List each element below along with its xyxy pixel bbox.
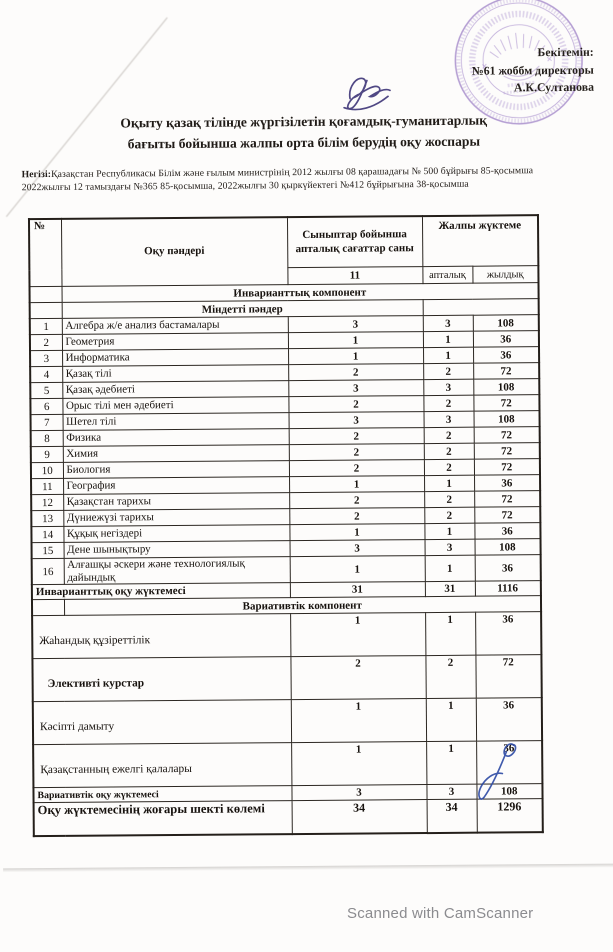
weekly-total-cell: 1 (426, 741, 476, 784)
row-number-cell: 10 (31, 462, 63, 478)
weekly-total-cell: 3 (423, 315, 473, 331)
subject-name-cell: Қазақстан тарихы (63, 493, 289, 511)
weekly-total-cell: 34 (427, 799, 477, 833)
yearly-total-cell: 72 (473, 363, 539, 380)
yearly-total-cell: 36 (474, 475, 540, 492)
basis-prefix: Негізі: (21, 168, 52, 181)
header-subject: Оқу пәндері (61, 217, 288, 286)
yearly-total-cell: 72 (473, 395, 539, 412)
subject-name-cell: Геометрия (62, 333, 288, 351)
weekly-total-cell: 3 (424, 411, 474, 427)
weekly-total-cell: 2 (423, 363, 473, 379)
basis-line1: Қазақстан Республикасы Білім және ғылым министрінің 2012 жылғы 08 қарашадағы № 500 бұйрығы 85-қосымша (51, 165, 534, 180)
weekly-total-cell: 1 (424, 523, 474, 539)
table-row (32, 555, 541, 585)
weekly-total-cell: 2 (424, 427, 474, 443)
grade11-hours-cell: 1 (291, 699, 426, 743)
grade11-hours-cell: 3 (288, 316, 423, 333)
weekly-total-cell: 2 (424, 459, 474, 475)
variant-course-cell: Элективті курстар (32, 657, 290, 702)
yearly-total-cell: 108 (473, 315, 539, 332)
yearly-total-cell: 72 (474, 507, 540, 524)
grade11-hours-cell: 34 (292, 800, 427, 835)
subject-name-cell: Информатика (62, 349, 288, 367)
yearly-total-cell: 1116 (475, 581, 541, 597)
grade11-hours-cell: 31 (290, 582, 425, 598)
approval-director: №61 жоббм директоры (471, 62, 594, 78)
yearly-total-cell: 108 (473, 379, 539, 396)
variant-course-cell: Жаһандық құзіреттілік (32, 614, 290, 659)
yearly-total-cell: 108 (474, 411, 540, 428)
subject-name-cell: Қазақ әдебиеті (62, 381, 288, 399)
grade11-hours-cell: 2 (289, 428, 424, 445)
grade11-hours-cell: 3 (291, 785, 426, 801)
yearly-total-cell: 36 (473, 331, 539, 348)
grade11-hours-cell: 2 (289, 460, 424, 477)
weekly-total-cell: 1 (425, 555, 475, 582)
grade11-hours-cell: 1 (288, 348, 423, 365)
basis-line2: 2022жылғы 12 тамыздағы №365 85-қосымша, 2022жылғы 30 қыркүйектегі №412 бұйрығына 38-қосымша (21, 178, 469, 194)
grade11-hours-cell: 2 (289, 508, 424, 525)
grade11-hours-cell: 3 (289, 412, 424, 429)
subject-name-cell: География (63, 477, 289, 495)
grade11-hours-cell: 1 (290, 556, 425, 583)
weekly-total-cell: 1 (426, 698, 476, 741)
curriculum-table-body (30, 283, 543, 837)
row-number-cell: 16 (32, 558, 64, 585)
weekly-total-cell: 2 (423, 395, 473, 411)
table-row (32, 612, 541, 659)
table-header-row (29, 215, 538, 269)
header-num: № (29, 219, 62, 287)
row-number-cell: 11 (31, 478, 63, 494)
yearly-total-cell: 72 (474, 443, 540, 460)
weekly-total-cell: 31 (425, 581, 475, 596)
section-label: Инварианттық компонент (62, 283, 539, 303)
table-row (32, 655, 541, 702)
header-yearly: жылдық (472, 266, 538, 284)
approval-signer-line (472, 79, 594, 98)
total-label-cell: Вариативтік оқу жүктемесі (33, 786, 291, 803)
page-title-line2: бағыты бойынша жалпы орта білім берудің оқу жоспары (127, 133, 481, 152)
subject-name-cell: Құқық негіздері (63, 525, 289, 543)
page-title (0, 109, 610, 156)
row-number-cell: 12 (31, 494, 63, 510)
weekly-total-cell: 2 (425, 655, 475, 698)
camscanner-watermark: Scanned with CamScanner (347, 905, 534, 922)
row-number-cell: 14 (31, 526, 63, 542)
approval-signer-name: А.К.Султанова (513, 80, 595, 95)
weekly-total-cell: 1 (425, 612, 475, 655)
variant-course-cell: Қазақстанның ежелгі қалалары (33, 743, 291, 788)
weekly-total-cell: 1 (424, 475, 474, 491)
row-number-cell: 4 (30, 366, 62, 382)
weekly-total-cell: 1 (423, 347, 473, 363)
grade11-hours-cell: 3 (288, 380, 423, 397)
weekly-total-cell: 3 (426, 784, 476, 799)
yearly-total-cell: 36 (476, 698, 542, 742)
yearly-total-cell: 108 (475, 539, 541, 556)
row-number-cell: 13 (31, 510, 63, 526)
header-weekly: апталық (422, 266, 472, 283)
subsection-label: Міндетті пәндер (62, 300, 423, 319)
row-number-cell: 5 (30, 382, 62, 398)
yearly-total-cell: 36 (475, 555, 541, 582)
yearly-total-cell: 1296 (477, 799, 543, 833)
subject-name-cell: Орыс тілі мен әдебиеті (62, 397, 288, 415)
empty-cell (423, 299, 539, 316)
grade11-hours-cell: 2 (289, 492, 424, 509)
yearly-total-cell: 36 (474, 523, 540, 540)
weekly-total-cell: 2 (424, 443, 474, 459)
weekly-total-cell: 2 (424, 491, 474, 507)
header-total: Жалпы жүктеме (422, 215, 538, 266)
subject-name-cell: Шетел тілі (63, 413, 289, 431)
subject-name-cell: Физика (63, 429, 289, 447)
row-number-cell: 9 (31, 446, 63, 462)
grade11-hours-cell: 2 (288, 396, 423, 413)
table-row (33, 698, 542, 745)
section-label: Вариативтік компонент (64, 596, 541, 616)
row-number-cell: 15 (32, 542, 64, 558)
variant-course-cell: Кәсіпті дамыту (33, 700, 291, 745)
grade11-hours-cell: 2 (288, 364, 423, 381)
yearly-total-cell: 72 (474, 491, 540, 508)
header-grade: 11 (287, 267, 422, 285)
subject-name-cell: Биология (63, 461, 289, 479)
row-number-cell: 6 (30, 398, 62, 414)
weekly-total-cell: 3 (423, 379, 473, 395)
row-number-cell: 2 (30, 334, 62, 350)
yearly-total-cell: 108 (476, 784, 542, 800)
row-number-cell: 3 (30, 350, 62, 366)
curriculum-table (28, 214, 544, 837)
row-number-cell (30, 302, 62, 318)
total-label-cell: Инварианттық оқу жүктемесі (32, 583, 290, 600)
row-number-cell: 8 (31, 430, 63, 446)
weekly-total-cell: 3 (425, 539, 475, 555)
header-hours: Сыныптар бойынша апталық сағаттар саны (287, 216, 422, 268)
page-title-line1: Оқыту қазақ тілінде жүргізілетін қоғамдық-гуманитарлық (120, 112, 488, 131)
approval-block (472, 44, 594, 98)
grade11-hours-cell: 2 (289, 444, 424, 461)
approval-title: Бекітемін: (537, 44, 594, 60)
grade11-hours-cell: 1 (290, 613, 425, 657)
weekly-total-cell: 2 (424, 507, 474, 523)
table-row (34, 799, 543, 836)
yearly-total-cell: 72 (475, 655, 541, 699)
yearly-total-cell: 72 (474, 427, 540, 444)
subject-name-cell: Химия (63, 445, 289, 463)
weekly-total-cell: 1 (423, 331, 473, 347)
grade11-hours-cell: 1 (291, 742, 426, 786)
row-number-cell: 7 (31, 414, 63, 430)
table-row (33, 741, 542, 788)
row-number-cell (32, 600, 64, 616)
pen-mark-signature (470, 736, 533, 808)
subject-name-cell: Қазақ тілі (62, 365, 288, 383)
subject-name-cell: Дүниежүзі тарихы (63, 509, 289, 527)
grade11-hours-cell: 1 (289, 524, 424, 541)
grade11-hours-cell: 1 (289, 476, 424, 493)
grade11-hours-cell: 1 (288, 332, 423, 349)
subject-name-cell: Алгебра ж/е анализ бастамалары (62, 317, 288, 335)
basis-note (22, 164, 600, 195)
subject-name-cell: Алғашқы әскери және технологиялық дайындық (64, 557, 290, 585)
page-bottom-shadow (3, 864, 613, 873)
row-number-cell: 1 (30, 318, 62, 334)
total-label-cell: Оқу жүктемесінің жоғары шекті көлемі (34, 801, 292, 837)
yearly-total-cell: 36 (476, 741, 542, 785)
yearly-total-cell: 36 (473, 347, 539, 364)
yearly-total-cell: 36 (475, 612, 541, 656)
grade11-hours-cell: 3 (290, 540, 425, 557)
row-number-cell (30, 286, 62, 302)
grade11-hours-cell: 2 (290, 656, 425, 700)
subject-name-cell: Дене шынықтыру (64, 541, 290, 559)
yearly-total-cell: 72 (474, 459, 540, 476)
